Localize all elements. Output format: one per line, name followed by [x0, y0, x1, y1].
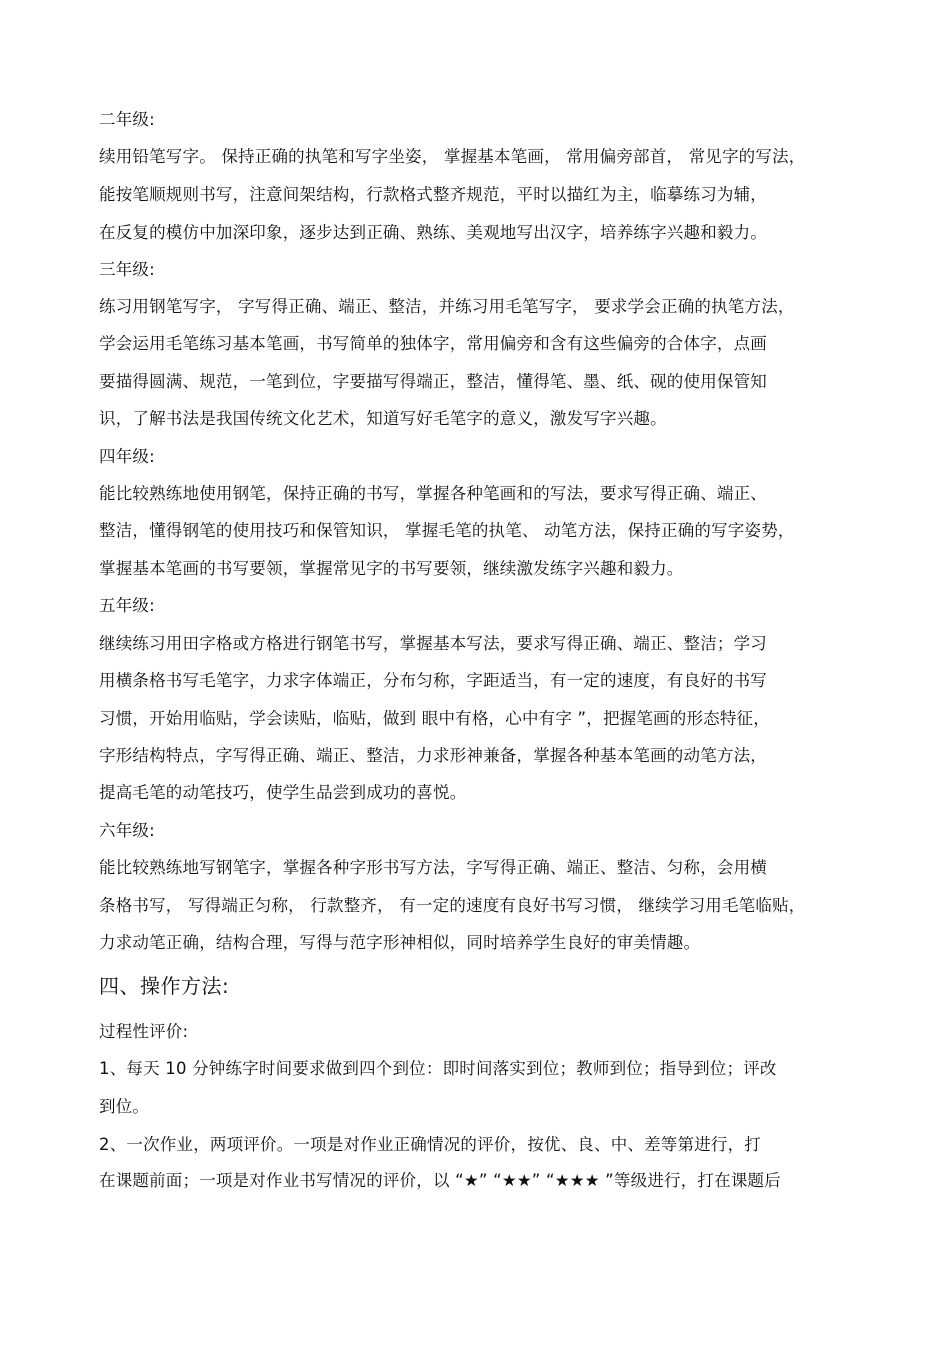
paragraph-line: 续用铅笔写字。 保持正确的执笔和写字坐姿， 掌握基本笔画， 常用偏旁部首， 常见字的写法，: [99, 147, 806, 166]
paragraph-line: 能比较熟练地使用钢笔，保持正确的书写，掌握各种笔画和的写法，要求写得正确、端正、: [99, 484, 767, 503]
paragraph-line: 条格书写， 写得端正匀称， 行款整齐， 有一定的速度有良好书写习惯， 继续学习用毛笔临贴，: [99, 896, 806, 915]
paragraph-line: 到位。: [99, 1097, 150, 1116]
paragraph-line: 在反复的模仿中加深印象，逐步达到正确、熟练、美观地写出汉字，培养练字兴趣和毅力。: [99, 223, 767, 242]
paragraph-line: 力求动笔正确，结构合理，写得与范字形神相似，同时培养学生良好的审美情趣。: [99, 933, 701, 952]
section-heading: 四、操作方法:: [99, 974, 230, 998]
grade-two-heading: 二年级:: [99, 110, 155, 129]
paragraph-line: 能比较熟练地写钢笔字，掌握各种字形书写方法，字写得正确、端正、整洁、匀称，会用横: [99, 858, 767, 877]
paragraph-line: 习惯，开始用临贴，学会读贴，临贴，做到 眼中有格，心中有字 ”，把握笔画的形态特征，: [99, 709, 770, 728]
paragraph-line: 学会运用毛笔练习基本笔画，书写简单的独体字，常用偏旁和含有这些偏旁的合体字，点画: [99, 334, 767, 353]
grade-four-heading: 四年级:: [99, 447, 155, 466]
subsection-label: 过程性评价:: [99, 1022, 189, 1041]
paragraph-line: 识，了解书法是我国传统文化艺术，知道写好毛笔字的意义，激发写字兴趣。: [99, 409, 667, 428]
paragraph-line: 整洁，懂得钢笔的使用技巧和保管知识， 掌握毛笔的执笔、 动笔方法，保持正确的写字姿势，: [99, 521, 795, 540]
paragraph-line: 练习用钢笔写字， 字写得正确、端正、整洁，并练习用毛笔写字， 要求学会正确的执笔方法，: [99, 297, 795, 316]
paragraph-line: 要描得圆满、规范，一笔到位，字要描写得端正，整洁，懂得笔、墨、纸、砚的使用保管知: [99, 372, 767, 391]
grade-six-heading: 六年级:: [99, 821, 155, 840]
paragraph-line: 字形结构特点，字写得正确、端正、整洁，力求形神兼备，掌握各种基本笔画的动笔方法，: [99, 746, 767, 765]
paragraph-line: 用横条格书写毛笔字，力求字体端正，分布匀称，字距适当，有一定的速度，有良好的书写: [99, 671, 767, 690]
paragraph-line: 提高毛笔的动笔技巧，使学生品尝到成功的喜悦。: [99, 783, 467, 802]
paragraph-line: 在课题前面；一项是对作业书写情况的评价，以 “★” “★★” “★★★ ”等级进行，打在课题后: [99, 1171, 781, 1190]
paragraph-line: 掌握基本笔画的书写要领，掌握常见字的书写要领，继续激发练字兴趣和毅力。: [99, 559, 684, 578]
paragraph-line: 能按笔顺规则书写，注意间架结构，行款格式整齐规范，平时以描红为主，临摹练习为辅，: [99, 185, 767, 204]
grade-three-heading: 三年级:: [99, 260, 155, 279]
paragraph-line: 继续练习用田字格或方格进行钢笔书写，掌握基本写法，要求写得正确、端正、整洁；学习: [99, 634, 767, 653]
grade-five-heading: 五年级:: [99, 596, 155, 615]
paragraph-line: 2、一次作业，两项评价。一项是对作业正确情况的评价，按优、良、中、差等第进行，打: [99, 1135, 761, 1154]
paragraph-line: 1、每天 10 分钟练字时间要求做到四个到位：即时间落实到位；教师到位；指导到位；评改: [99, 1059, 777, 1078]
